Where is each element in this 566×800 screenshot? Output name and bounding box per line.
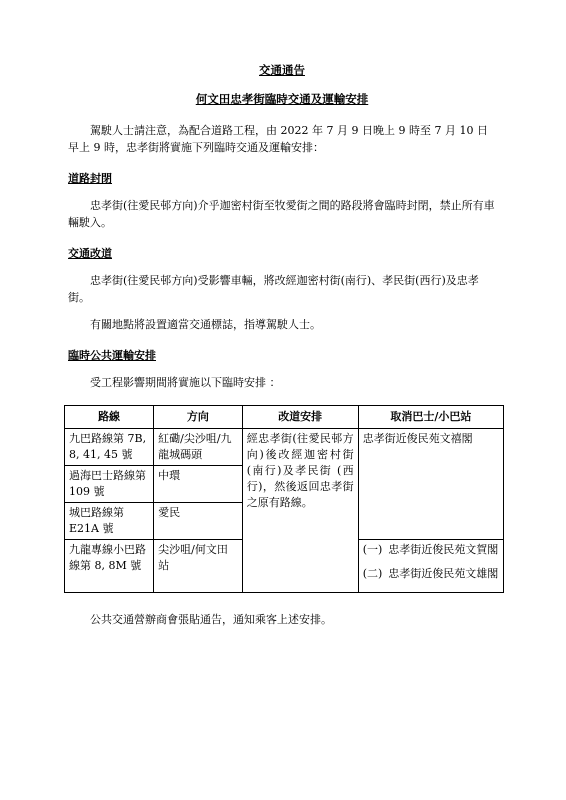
list-item xyxy=(363,566,499,582)
cancel-minibus-cell xyxy=(358,540,503,593)
notice-subtitle: 何文田忠孝街臨時交通及運輸安排 xyxy=(195,92,369,106)
list-item-number: (二) xyxy=(362,567,383,580)
diversion-text: 忠孝街(往愛民邨方向)受影響車輛，將改經迦密村街(南行)、孝民街(西行)及忠孝街。 xyxy=(68,274,479,304)
intro-paragraph: 駕駛人士請注意，為配合道路工程，由 2022 年 7 月 9 日晚上 9 時至 7 月 10 日早上 9 時，忠孝街將實施下列臨時交通及運輸安排： xyxy=(68,124,488,154)
cancel-bus-cell: 忠孝街近俊民苑文禧閣 xyxy=(358,429,503,540)
direction-cell: 中環 xyxy=(154,466,243,503)
cancel-minibus-list xyxy=(363,542,499,582)
header-arrangement: 改道安排 xyxy=(242,406,358,429)
table-row xyxy=(65,429,504,466)
list-item-text: 忠孝街近俊民苑文賀閣 xyxy=(388,543,499,556)
route-cell: 九巴路線第 7B, 8, 41, 45 號 xyxy=(65,429,154,466)
route-cell: 城巴路線第 E21A 號 xyxy=(65,503,154,540)
list-item-number: (一) xyxy=(362,543,383,556)
header-route: 路線 xyxy=(65,406,154,429)
signs-text: 有關地點將設置適當交通標誌，指導駕駛人士。 xyxy=(90,318,321,331)
notice-title: 交通通告 xyxy=(259,63,305,77)
direction-cell: 尖沙咀/何文田站 xyxy=(154,540,243,593)
header-cancelled-stops: 取消巴士/小巴站 xyxy=(358,406,503,429)
list-item-text: 忠孝街近俊民苑文雄閣 xyxy=(388,567,499,580)
closure-heading: 道路封閉 xyxy=(68,172,112,185)
header-direction: 方向 xyxy=(154,406,243,429)
route-cell: 過海巴士路線第 109 號 xyxy=(65,466,154,503)
route-cell: 九龍專線小巴路線第 8, 8M 號 xyxy=(65,540,154,593)
transport-heading: 臨時公共運輸安排 xyxy=(68,349,156,362)
footer-text: 公共交通營辦商會張貼通告，通知乘客上述安排。 xyxy=(90,613,332,626)
arrangement-cell: 經忠孝街(往愛民邨方向)後改經迦密村街(南行)及孝民街 (西行)，然後返回忠孝街之原有路線。 xyxy=(242,429,358,593)
list-item xyxy=(363,542,499,558)
table-header-row xyxy=(65,406,504,429)
transport-intro: 受工程影響期間將實施以下臨時安排 ： xyxy=(90,376,281,389)
direction-cell: 紅磡/尖沙咀/九龍城碼頭 xyxy=(154,429,243,466)
transport-table xyxy=(64,405,504,593)
closure-text: 忠孝街(往愛民邨方向)介乎迦密村街至牧愛街之間的路段將會臨時封閉，禁止所有車輛駛入。 xyxy=(68,199,495,229)
diversion-heading: 交通改道 xyxy=(68,247,112,260)
direction-cell: 愛民 xyxy=(154,503,243,540)
